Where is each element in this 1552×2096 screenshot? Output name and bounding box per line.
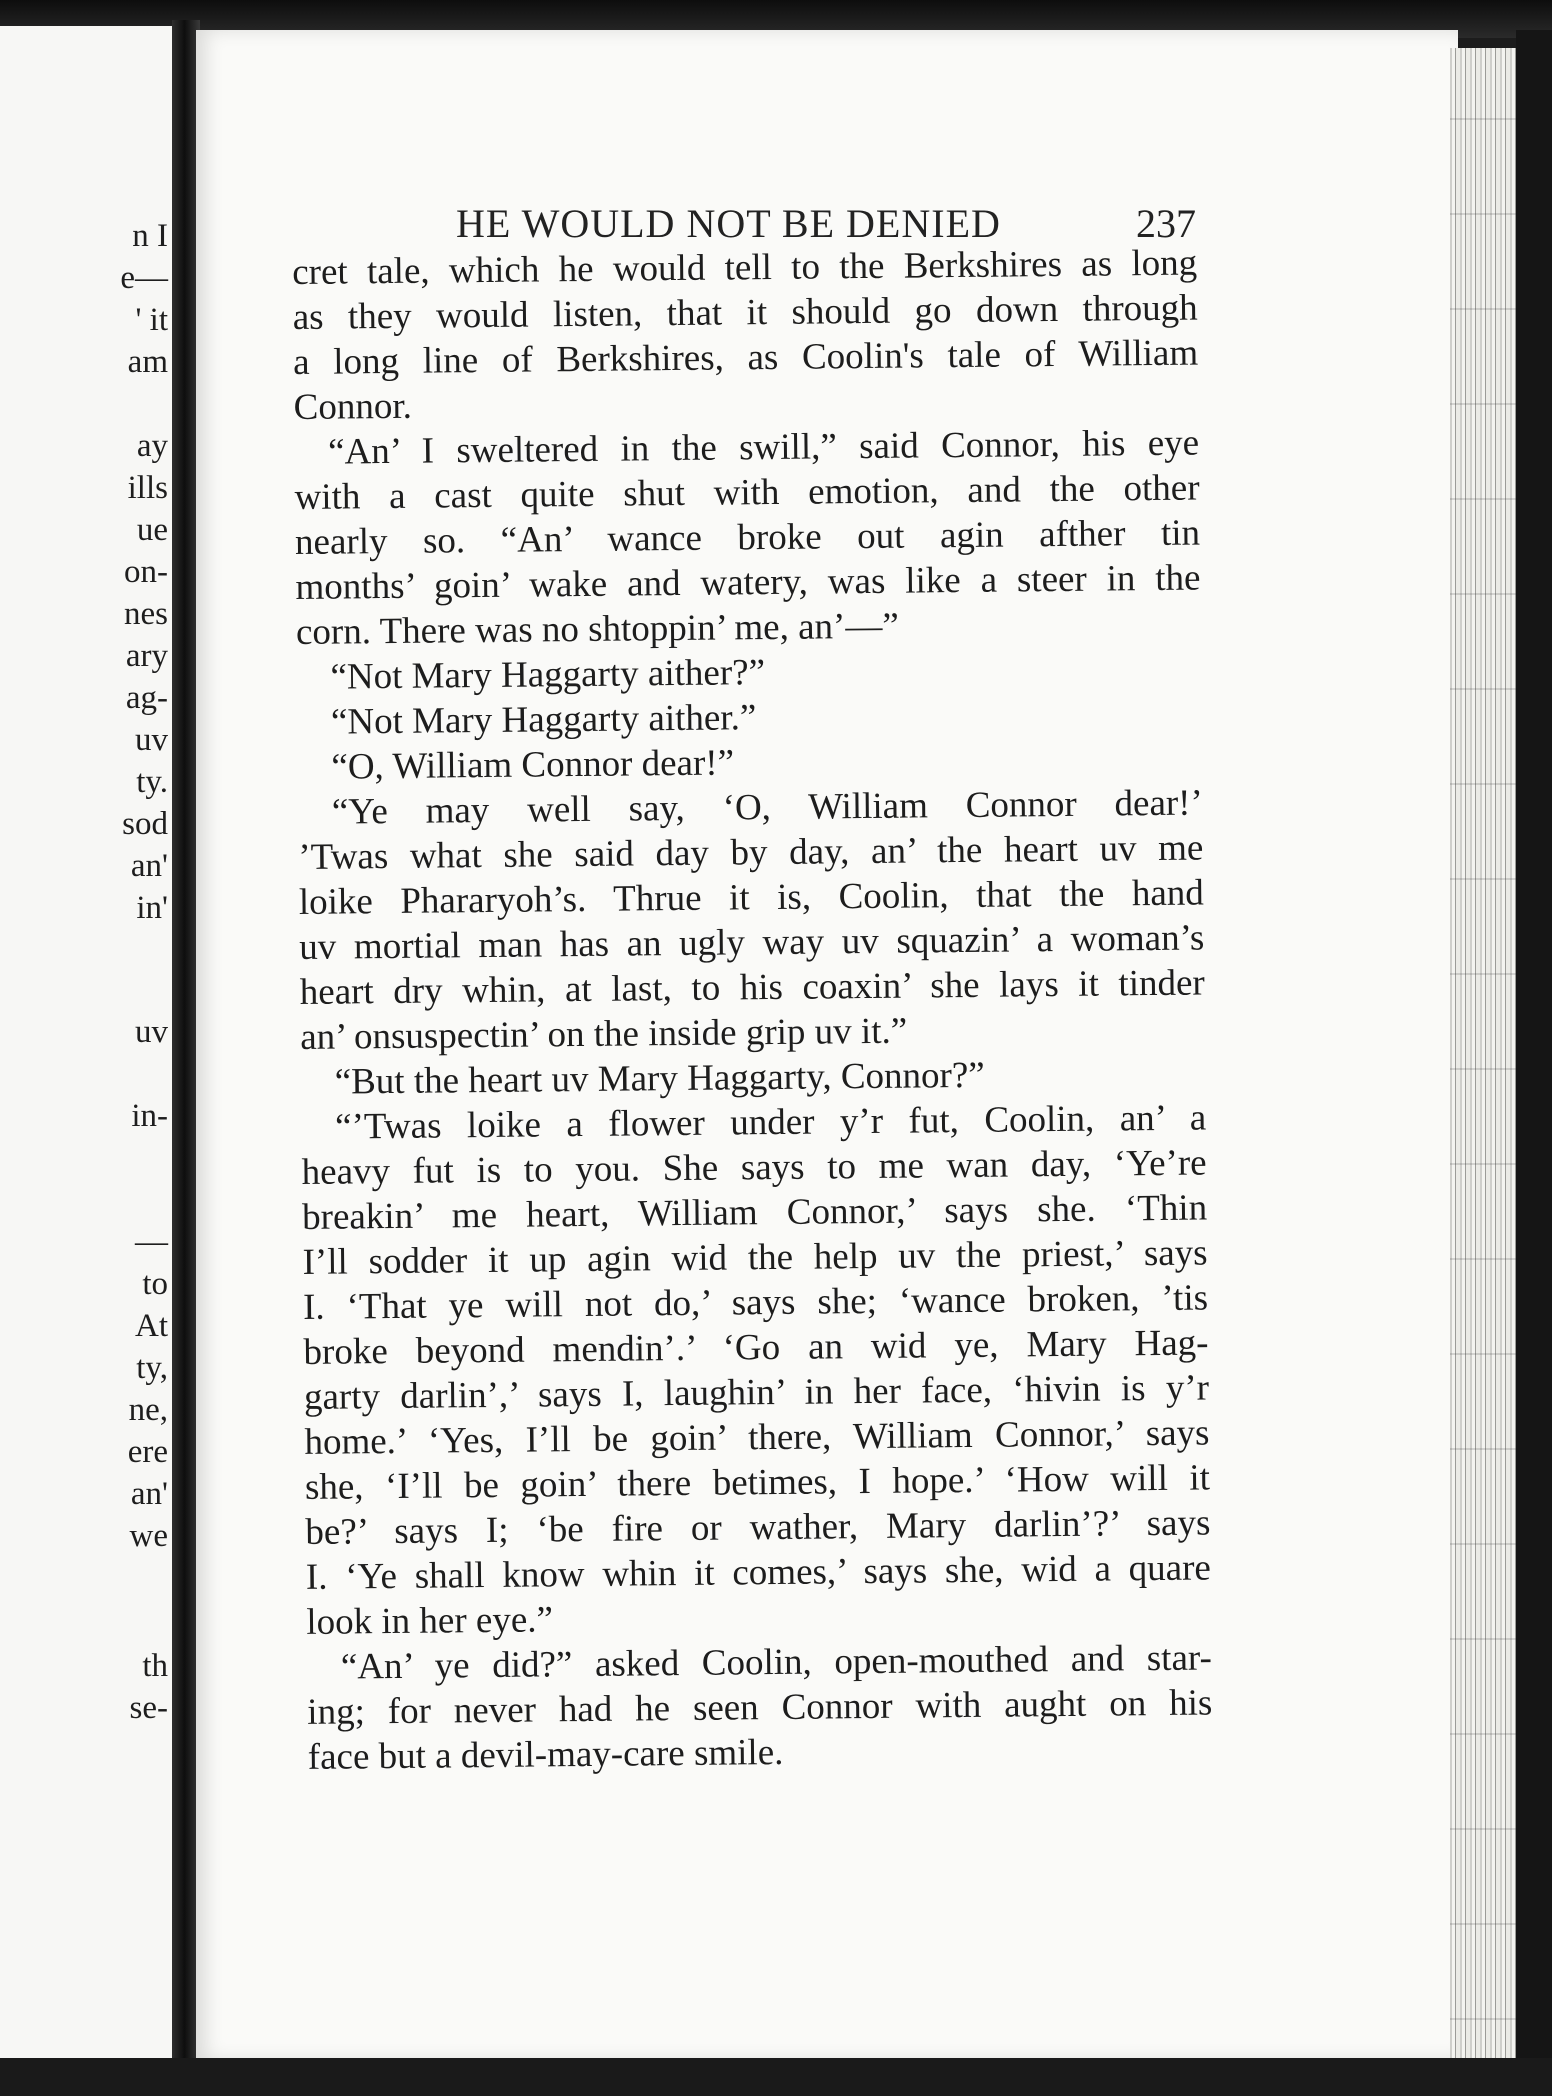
text-line: as they would listen, that it should go down through	[292, 287, 1198, 338]
text-line: breakin’ me heart, William Connor,’ says she. ‘Thin	[301, 1187, 1208, 1238]
text-line: heavy fut is to you. She says to me wan day, ‘Ye’re	[301, 1142, 1207, 1193]
left-page-fragment-text: ty,	[136, 1350, 168, 1386]
left-page-fragment-text: ere	[127, 1434, 168, 1470]
left-page-fragment	[0, 1478, 168, 1511]
left-page-fragment	[0, 1520, 168, 1553]
running-title: HE WOULD NOT BE DENIED	[456, 201, 1001, 246]
text-line: loike Phararyoh’s. Thrue it is, Coolin, that the hand	[298, 872, 1204, 923]
text-line: garty darlin’,’ says I, laughin’ in her face, ‘hivin is y’r	[303, 1367, 1210, 1418]
left-page-fragment-text: se-	[129, 1690, 168, 1726]
left-page-fragment-text: we	[129, 1518, 168, 1554]
right-background	[1516, 30, 1552, 2096]
left-page-fragment	[0, 808, 168, 841]
left-page-fragment	[0, 346, 168, 379]
left-page-fragment-text: an'	[130, 1476, 168, 1512]
text-line: uv mortial man has an ugly way uv squazin’ a woman’s	[299, 917, 1205, 968]
left-page-fragment-text: ue	[136, 512, 168, 548]
left-page-fragment	[0, 1650, 168, 1683]
bottom-background	[0, 2058, 1552, 2096]
left-page-fragment-text: n I	[132, 218, 168, 254]
text-line: “Not Mary Haggarty aither?”	[330, 652, 766, 698]
left-page-fragment-text: in-	[131, 1098, 168, 1134]
left-page-fragment	[0, 598, 168, 631]
text-line: face but a devil-may-care smile.	[307, 1731, 784, 1778]
left-page-fragment-text: ty.	[136, 764, 168, 800]
left-page-fragment-text: e—	[120, 260, 168, 296]
left-page-fragment-text: uv	[135, 1014, 168, 1050]
text-line: an’ onsuspectin’ on the inside grip uv it.”	[300, 1010, 908, 1058]
left-page-fragment	[0, 1436, 168, 1469]
text-line: be?’ says I; ‘be fire or wather, Mary darlin’?’ says	[305, 1502, 1211, 1553]
text-line: corn. There was no shtoppin’ me, an’—”	[295, 605, 899, 653]
left-page-fragment	[0, 850, 168, 883]
left-page-fragment-text: At	[135, 1308, 168, 1344]
text-line: I. ‘Ye shall know whin it comes,’ says she, wid a quare	[305, 1547, 1212, 1598]
text-line: home.’ ‘Yes, I’ll be goin’ there, William Connor,’ says	[304, 1412, 1210, 1463]
text-line: she, ‘I’ll be goin’ there betimes, I hope.’ ‘How will it	[304, 1457, 1211, 1508]
left-page-fragment	[0, 262, 168, 295]
left-page-fragment	[0, 1394, 168, 1427]
left-page-fragment	[0, 724, 168, 757]
left-page-fragment-text: ne,	[128, 1392, 168, 1428]
left-page-fragment-text: nes	[124, 596, 168, 632]
body-text	[292, 241, 1213, 1780]
left-page-fragment	[0, 1352, 168, 1385]
left-page-fragment	[0, 1268, 168, 1301]
page-number: 237	[1136, 201, 1196, 246]
left-page-fragment-text: —	[135, 1224, 168, 1260]
text-line: heart dry whin, at last, to his coaxin’ she lays it tinder	[299, 962, 1205, 1013]
text-line: nearly so. “An’ wance broke out agin afther tin	[294, 512, 1201, 563]
text-line: “Not Mary Haggarty aither.”	[330, 697, 757, 743]
left-page-fragment	[0, 1226, 168, 1259]
left-page-fragment	[0, 514, 168, 547]
text-line: “O, William Connor dear!”	[331, 742, 735, 788]
left-page-fragment-text: sod	[122, 806, 168, 842]
left-page-fragment-text: ay	[136, 428, 168, 464]
left-page-fragment	[0, 556, 168, 589]
left-page-fragment	[0, 1692, 168, 1725]
left-page-fragment-text: an'	[130, 848, 168, 884]
left-page-fragment	[0, 472, 168, 505]
left-page-fragment	[0, 1016, 168, 1049]
left-page-fragment-text: am	[127, 344, 168, 380]
text-line: Connor.	[293, 385, 413, 428]
left-page-fragment-text: ' it	[135, 302, 168, 338]
text-line: I’ll sodder it up agin wid the help uv the priest,’ says	[302, 1232, 1208, 1283]
left-page-fragment	[0, 430, 168, 463]
left-page-fragment	[0, 640, 168, 673]
text-line: “But the heart uv Mary Haggarty, Connor?”	[334, 1054, 985, 1103]
left-page-fragment-text: on-	[124, 554, 168, 590]
text-line: ing; for never had he seen Connor with aught on his	[307, 1682, 1213, 1733]
text-line: “Ye may well say, ‘O, William Connor dear!’	[331, 782, 1204, 833]
text-line: a long line of Berkshires, as Coolin's tale of William	[292, 332, 1199, 383]
left-page-fragment	[0, 1310, 168, 1343]
left-page-fragment	[0, 766, 168, 799]
text-line: look in her eye.”	[306, 1599, 554, 1643]
left-page-fragment	[0, 682, 168, 715]
left-page-fragment	[0, 892, 168, 925]
left-page-fragment-text: ary	[125, 638, 168, 674]
text-line: with a cast quite shut with emotion, and the other	[294, 467, 1200, 518]
left-page-fragment-text: in'	[136, 890, 168, 926]
left-page-fragment-text: ills	[127, 470, 168, 506]
page-edges	[1450, 48, 1520, 2060]
left-page	[0, 26, 178, 2058]
left-page-fragment-text: uv	[135, 722, 168, 758]
left-page-fragment	[0, 304, 168, 337]
text-line: broke beyond mendin’.’ ‘Go an wid ye, Mary Hag-	[303, 1322, 1209, 1373]
text-line: “An’ I sweltered in the swill,” said Connor, his eye	[327, 422, 1200, 473]
left-page-fragment-text: th	[142, 1648, 168, 1684]
text-line: months’ goin’ wake and watery, was like a steer in the	[295, 557, 1201, 608]
left-page-fragment-text: ag-	[125, 680, 168, 716]
left-page-fragment-text: to	[142, 1266, 168, 1302]
left-page-fragment	[0, 220, 168, 253]
left-page-fragment	[0, 1100, 168, 1133]
text-line: cret tale, which he would tell to the Berkshires as long	[292, 242, 1198, 293]
text-line: “An’ ye did?” asked Coolin, open-mouthed and star-	[340, 1637, 1213, 1688]
text-line: ’Twas what she said day by day, an’ the heart uv me	[298, 827, 1204, 878]
text-line: “’Twas loike a flower under y’r fut, Coolin, an’ a	[334, 1097, 1207, 1148]
text-line: I. ‘That ye will not do,’ says she; ‘wance broken, ’tis	[302, 1277, 1209, 1328]
